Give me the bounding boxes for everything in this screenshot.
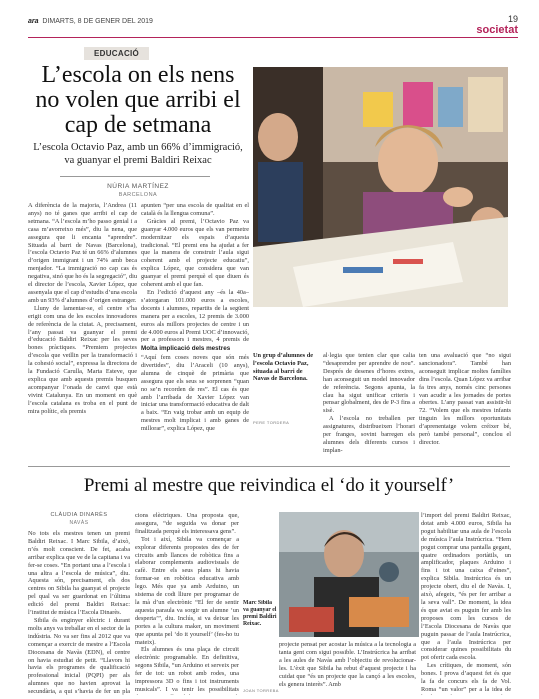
top-story-column-4: [419, 352, 511, 458]
second-col2-para1: cions elèctriques. Una proposta que, assegura, “de seguida va donar per finalitzada perquè els interessava gens”.: [135, 512, 239, 535]
top-col1-para2: Lluny de lamentar-se, el centre s’ha erigit com una de les escoles innovadores de referència de la ciutat. A, precisament, l’any passat va guanyar el premi d’educació Baldiri Reixac per les seves bones pràctiques. “Premiem projectes d’escola que vetllin per la transformació i la cohesió social”, expressa la directora de la Fundació Carulla, Marta Esteve, que explica que amb aquests premis busquen acompanyar l’onada de canvi que està vivint Catalunya. En un moment en què l’escola catalana es troba en el punt de mira polític, els premis: [28, 304, 137, 415]
top-col2-para2: Gràcies al premi, l’Octavio Paz va guanyar 4.000 euros que els van permetre modernitzar els espais d’aquesta tradicional. “El premi ens ha ajudat a fer que la manera de construir l’aula sigui coherent amb el projecte educatiu”, explica López, que considera que van guanyar el premi perquè el que diuen és coherent amb el que fan.: [141, 217, 249, 289]
musician-photo-art: [279, 512, 419, 637]
second-col3-para1: projecte pensat per acostar la música a la tecnologia a tanta gent com sigui possible. L’Instrúcrica ha arribat a les aules de Navàs amb l’objectiu de revolucionar-les. L’èxit que Sibila ha rebut d’aquest projecte i ha cuidat que “és un projecte que la cançó a les escoles, els genera interès”. Amb: [279, 641, 416, 688]
classroom-photo-art: [253, 67, 508, 307]
page-number: 19: [507, 14, 518, 24]
top-col4-para1: ten una avaluació que “no sigui sancionadora”. També han aconseguit implicar moltes famílies dins l’escola. Quan López va arribar fa tres anys, només cinc persones van acudir a les jornades de portes obertes. L’any passat van assistir-hi 72. “Volem que els mestres infants tinguin les millors oportunitats d’aprenentatge volem créixer bé, però també personal”, conclou el director.: [419, 352, 511, 446]
second-story-column-2: [135, 512, 239, 695]
dateline: BARCELONA: [118, 192, 158, 198]
top-col3-para2: A l’escola no treballen per assignatures, distribueixen l’horari per franges, sovint barregen els alumnes dels diferents cursos i implan-: [323, 415, 415, 454]
top-col1-para1: A diferència de la majoria, l’Andrea (11 anys) no té ganes que arribi el cap de setmana. “A l’escola m’ho passo genial i a casa m’avorreixo més”, diu la nena, que assegura que li encanta “aprendre”. Situada al barri de Navas (Barcelona), l’escola Octavio Paz té un 66% d’alumnes d’origen immigrant i un 74% amb beca menjador. “La immigració no cap cas és negativa, sinó que ho és la segregació”, diu el director de l’escola, Xavier López, que assenyala que el cap d’estudis d’una escola amb un 93% d’alumnes d’origen estranger.: [28, 202, 137, 304]
classroom-photo: [253, 67, 508, 307]
second-col4-para2: Les crítiques, de moment, són bones. I prova d’aquest fet és que la fa de concurs els fa de Vol. Roma “un valor” per a la idea de: [421, 662, 511, 693]
masthead-rule: [28, 37, 518, 38]
crosshead: Molta implicació dels mestres: [141, 345, 231, 352]
second-col1-para1: No tots els mestres tenen un premi Baldiri Reixac. I Marc Sibila, d’això, n’és molt conscient. De fet, acaba arribar explica que ve de la capitana i va fer-se coses. “En portant una a l’escola i una altra a l’escola de música”, diu. Aquesta són, precisament, els dos centres on Sibila ha guanyat el projecte pel qual va ser guardonat en l’última edició del premi Baldiri Reixac: l’institut de música l’Escola Dinarès.: [28, 530, 130, 617]
section-name: societat: [476, 24, 518, 36]
top-story-column-2: [141, 202, 249, 342]
musician-photo: [279, 512, 419, 637]
top-story-column-3: [323, 352, 415, 458]
top-col2-para3: En l’edició d’aquest any –és la 40a– s’atorgaran 101.000 euros a escoles, docents i alumnes, repartits de la següent manera per a escoles, 12 premis de 3.000 euros als millors projectes de centre i un de 4.000 euros al Premi UOC d’innovació, per a professors i mestres, 4 premis de: [141, 288, 249, 342]
second-story-column-1: [28, 530, 130, 695]
musician-photo-caption: [243, 600, 277, 680]
musician-photo-credit: JOAN TORREBA: [243, 688, 279, 693]
subhead: L’escola Octavio Paz, amb un 66% d’immigració, va guanyar el premi Baldiri Reixac: [33, 142, 243, 166]
masthead-paper: ara: [28, 18, 39, 25]
headline: L’escola on els nens no volen que arribi el cap de setmana: [35, 62, 241, 138]
story-divider: [28, 466, 510, 467]
classroom-caption-text: Un grup d’alumnes de l’escola Octavio Paz, situada al barri de Navas de Barcelona.: [253, 352, 314, 383]
second-col1-para2: Sibila és enginyer elèctric i durant molts anys va treballar en el sector de la indústria. No va ser fins al 2012 que va començar a exercir de mestre a l’Escola Diocesana de Navàs (EDN), el centre on havia estudiat de petit. “Llavors hi havia els programes de qualificació professional inicial (PQPI) per als alumnes que no havien aprovat la secundària, a qui s’havia de fer un pla: [28, 616, 130, 695]
second-dateline: NAVÀS: [69, 520, 89, 526]
byline-rule: [60, 176, 210, 177]
musician-caption-text: Marc Sibila va guanyar el premi Baldiri Reixac.: [243, 600, 277, 627]
top-story-column-2b: [141, 354, 249, 458]
masthead-date: [28, 18, 153, 25]
top-story-column-1: [28, 202, 137, 458]
masthead: [28, 14, 518, 36]
second-byline: CLÀUDIA DINARÈS: [50, 512, 108, 518]
kicker: EDUCACIÓ: [84, 47, 149, 60]
second-col2-para2: Tot i així, Sibila va començar a explorar diferents propostes des de fer circuits amb llances de robòtica fins a elaborar complements audiovisuals de cafè. Entre els seus plans hi havia formar-se en robòtica educativa amb lego. Més que ya amb Arduino, un sistema de codi lliure per programar de la mà d’un electrònic “El fer de sentir aquesta paraula va sorgir un alumne ‘un desperta’”, diu. Inclús, si va deixar les portes a la cultura maker, un moviment que apunta pel ‘do it yourself’ (fes-ho tu mateix).: [135, 535, 239, 646]
second-col4-para1: l’import del premi Baldiri Reixac, dotat amb 4.000 euros, Sibila ha pogut habilitar una aula de l’escola de música l’aula Instrúcrica. “Hem pogut comprar una pantalla gegant, quatre ordinadors portàtils, un amplificador, plaques Arduino i fins i tot una caixa d’eines”, explica Sibila. Instrúcrica és un projecte obert, diu el de Navàs. I, això, afegeix, “és per fer arribar a la seva vall”. De moment, la idea és que aviat es puguin fer amb les proposes com les cursos de l’Escola Diocesana de Navàs que puguin passar de l’aula Instrúcrica, que a l’aula Instrúcrica per considerar quines possibilitats du pot oferir cada escola.: [421, 512, 511, 662]
top-col2-para1: apunten “per una escola de qualitat en el català és la llengua comuna”.: [141, 202, 249, 217]
second-headline: Premi al mestre que reivindica el ‘do it yourself’: [83, 475, 455, 496]
byline: NÚRIA MARTÍNEZ: [107, 183, 169, 190]
second-story-column-4: [421, 512, 511, 695]
classroom-photo-credit: PERE TORDERA: [253, 420, 290, 425]
top-col2-para4: “Aquí fem coses noves que són més divertides”, diu l’Araceli (10 anys), alumna de cinquè de primària que assegura que els seus se sorprenen “quan no se’n recorden de res”. El cas és que amb l’arribada de Xavier López van iniciar una transformació educativa de dalt a baix. “En vaig trobar amb un equip de mestres molt implicat i amb ganes de millorar”, explica López, que: [141, 354, 249, 433]
top-col3-para1: al·legia que tenien clar que calia “desaprendre per aprendre de nou”. Després de desenes d’hores extres, han aconseguit un model innovador de referència. Segons apunta, la clau ha sigut unificar criteris i pensar globalment, des de P-3 fins a sisè.: [323, 352, 415, 415]
masthead-date-text: DIMARTS, 8 DE GENER DEL 2019: [42, 18, 153, 25]
second-story-column-3: [279, 641, 416, 695]
second-col2-para3: Els alumnes és una plaça de circuït electrònic programable. En definitiva, segons Sibila, “un Arduino et serveix per fer de tot: un robot amb rodes, una impressora 3D o fins i tot instruments musicals”. I va tenir les possibilitats: [135, 646, 239, 693]
